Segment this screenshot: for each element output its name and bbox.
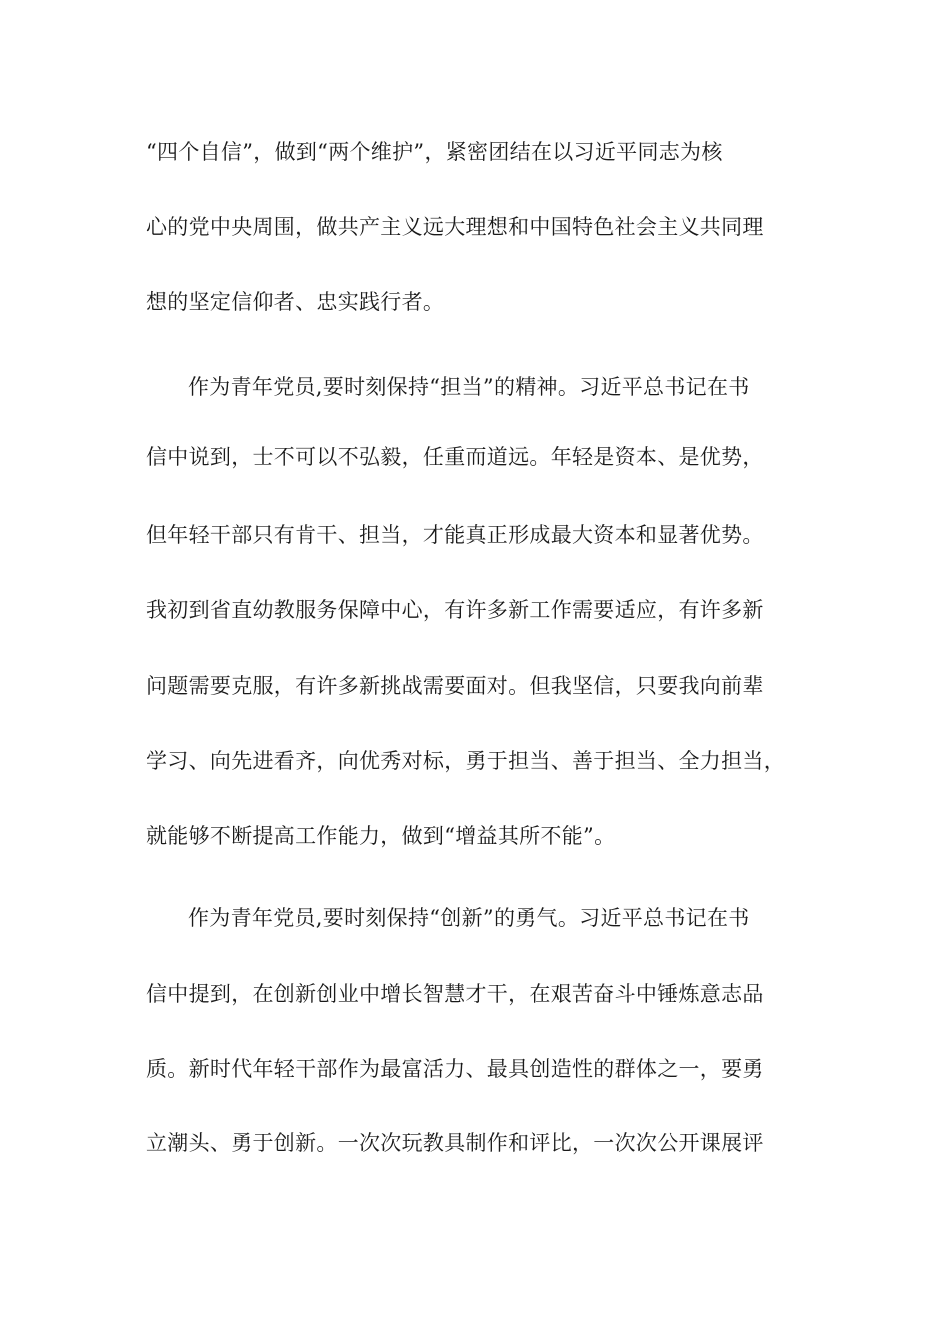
text-line: “四个自信”，做到“两个维护”，紧密团结在以习近平同志为核 <box>146 140 723 164</box>
text-line: 信中提到，在创新创业中增长智慧才干，在艰苦奋斗中锤炼意志品 <box>146 982 764 1006</box>
text-line: 学习、向先进看齐，向优秀对标，勇于担当、善于担当、全力担当， <box>146 749 785 773</box>
text-line: 质。新时代年轻干部作为最富活力、最具创造性的群体之一，要勇 <box>146 1057 764 1081</box>
text-line: 就能够不断提高工作能力，做到“增益其所不能”。 <box>146 824 616 848</box>
text-line: 但年轻干部只有肯干、担当，才能真正形成最大资本和显著优势。 <box>146 523 764 547</box>
text-line: 心的党中央周围，做共产主义远大理想和中国特色社会主义共同理 <box>146 215 764 239</box>
text-line: 立潮头、勇于创新。一次次玩教具制作和评比，一次次公开课展评 <box>146 1131 764 1155</box>
text-line: 想的坚定信仰者、忠实践行者。 <box>146 290 445 314</box>
text-line: 我初到省直幼教服务保障中心，有许多新工作需要适应，有许多新 <box>146 598 764 622</box>
paragraph-first-line: 作为青年党员,要时刻保持“担当”的精神。习近平总书记在书 <box>188 375 750 399</box>
text-line: 问题需要克服，有许多新挑战需要面对。但我坚信，只要我向前辈 <box>146 674 764 698</box>
paragraph-first-line: 作为青年党员,要时刻保持“创新”的勇气。习近平总书记在书 <box>188 906 750 930</box>
text-line: 信中说到，士不可以不弘毅，任重而道远。年轻是资本、是优势， <box>146 445 764 469</box>
